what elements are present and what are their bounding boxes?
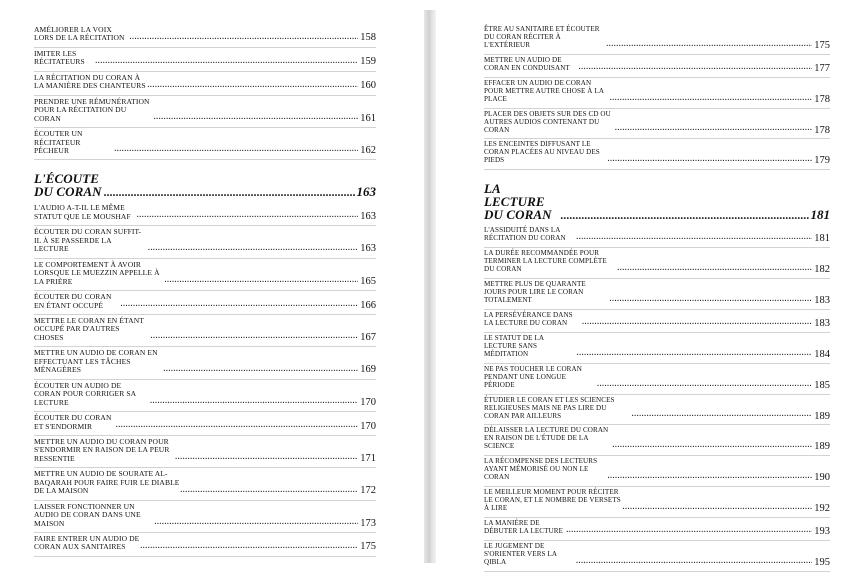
dot-leader bbox=[582, 316, 813, 328]
dot-leader bbox=[95, 55, 358, 67]
toc-entry[interactable] bbox=[484, 364, 830, 395]
toc-entry-title: NE PAS TOUCHER LE CORAN PENDANT UNE LONGUE PÉRIODE bbox=[484, 364, 582, 389]
toc-entry-title: ÊTRE AU SANITAIRE ET ÉCOUTER DU CORAN RÉCITER À L'EXTÉRIEUR bbox=[484, 25, 600, 49]
dot-leader bbox=[153, 111, 358, 123]
dot-leader bbox=[622, 501, 812, 513]
toc-entry[interactable] bbox=[484, 109, 830, 140]
dot-leader bbox=[609, 293, 812, 305]
dot-leader bbox=[609, 92, 812, 104]
toc-entry[interactable] bbox=[484, 248, 830, 279]
dot-leader bbox=[560, 209, 808, 221]
dot-leader bbox=[576, 347, 812, 359]
toc-entry[interactable] bbox=[34, 468, 376, 500]
dot-leader bbox=[631, 408, 812, 420]
toc-list-left bbox=[34, 24, 376, 557]
dot-leader bbox=[597, 378, 813, 390]
toc-entry-page-number: 172 bbox=[360, 485, 376, 497]
dot-leader bbox=[607, 470, 812, 482]
dot-leader bbox=[164, 274, 358, 286]
toc-section-heading[interactable] bbox=[34, 160, 376, 202]
toc-entry[interactable] bbox=[484, 310, 830, 333]
dot-leader bbox=[137, 209, 359, 221]
toc-entry-page-number: 163 bbox=[360, 210, 376, 222]
toc-entry-page-number: 170 bbox=[360, 420, 376, 432]
toc-list-right bbox=[484, 24, 830, 572]
toc-entry-title: LA PERSÉVÉRANCE DANS LA LECTURE DU CORAN bbox=[484, 310, 573, 327]
toc-entry-title: L'AUDIO A-T-IL LE MÊME STATUT QUE LE MOUSHAF bbox=[34, 203, 131, 221]
toc-entry-page-number: 190 bbox=[814, 472, 830, 484]
toc-entry-title: LA DURÉE RECOMMANDÉE POUR TERMINER LA LECTURE COMPLÈTE DU CORAN bbox=[484, 249, 607, 274]
toc-entry[interactable] bbox=[484, 24, 830, 55]
toc-entry[interactable] bbox=[484, 425, 830, 456]
dot-leader bbox=[175, 451, 358, 463]
dot-leader bbox=[103, 186, 354, 198]
toc-entry-title: ÉTUDIER LE CORAN ET LES SCIENCES RELIGIEUSES MAIS NE PAS LIRE DU CORAN PAR AILLEURS bbox=[484, 395, 615, 420]
toc-entry-page-number: 160 bbox=[360, 80, 376, 92]
left-page bbox=[0, 0, 424, 573]
dot-leader bbox=[606, 38, 812, 50]
dot-leader bbox=[154, 516, 358, 528]
toc-entry[interactable] bbox=[34, 24, 376, 48]
toc-entry-title: METTRE LE CORAN EN ÉTANT OCCUPÉ PAR D'AUTRES CHOSES bbox=[34, 315, 144, 342]
toc-entry[interactable] bbox=[34, 291, 376, 315]
toc-entry-title: DÉLAISSER LA LECTURE DU CORAN EN RAISON DE L'ÉTUDE DE LA SCIENCE bbox=[484, 426, 609, 451]
dot-leader bbox=[163, 363, 358, 375]
dot-leader bbox=[150, 330, 358, 342]
toc-entry-title: LA RÉCITATION DU CORAN À LA MANIÈRE DES CHANTEURS bbox=[34, 72, 146, 91]
dot-leader bbox=[576, 555, 813, 567]
toc-entry-title: FAIRE ENTRER UN AUDIO DE CORAN AUX SANITAIRES bbox=[34, 534, 140, 552]
toc-entry-page-number: 193 bbox=[814, 525, 830, 537]
toc-entry-page-number: 181 bbox=[810, 207, 830, 223]
toc-entry-title: LA RÉCOMPENSE DES LECTEURS AYANT MÉMORISÉ OU NON LE CORAN bbox=[484, 457, 598, 482]
toc-entry-page-number: 173 bbox=[360, 517, 376, 529]
toc-entry-title: L'ASSIDUITÉ DANS LA RÉCITATION DU CORAN bbox=[484, 226, 566, 243]
toc-entry[interactable] bbox=[34, 48, 376, 72]
toc-entry-page-number: 181 bbox=[814, 233, 830, 245]
toc-entry[interactable] bbox=[484, 487, 830, 518]
toc-entry[interactable] bbox=[34, 533, 376, 557]
dot-leader bbox=[140, 540, 358, 552]
toc-entry-page-number: 178 bbox=[814, 124, 830, 136]
toc-entry[interactable] bbox=[34, 436, 376, 468]
toc-entry-page-number: 159 bbox=[360, 56, 376, 68]
toc-entry-page-number: 169 bbox=[360, 364, 376, 376]
toc-entry-page-number: 158 bbox=[360, 32, 376, 44]
toc-entry-title: METTRE UN AUDIO DE CORAN EN CONDUISANT bbox=[484, 55, 570, 72]
toc-entry-title: PRENDRE UNE RÉMUNÉRATION POUR LA RÉCITATION DU CORAN bbox=[34, 96, 150, 123]
toc-entry-title: EFFACER UN AUDIO DE CORAN POUR METTRE AUTRE CHOSE À LA PLACE bbox=[484, 78, 604, 103]
toc-entry[interactable] bbox=[34, 315, 376, 347]
toc-entry-page-number: 161 bbox=[360, 112, 376, 124]
toc-entry-page-number: 171 bbox=[360, 452, 376, 464]
toc-entry-page-number: 182 bbox=[814, 264, 830, 276]
toc-entry[interactable] bbox=[484, 279, 830, 310]
toc-entry-page-number: 183 bbox=[814, 295, 830, 307]
toc-entry-title: LA MANIÈRE DE DÉBUTER LA LECTURE bbox=[484, 519, 564, 535]
toc-entry-page-number: 185 bbox=[814, 379, 830, 391]
dot-leader bbox=[129, 31, 358, 43]
toc-entry-page-number: 166 bbox=[360, 299, 376, 311]
toc-entry[interactable] bbox=[484, 225, 830, 248]
dot-leader bbox=[566, 524, 812, 536]
dot-leader bbox=[615, 122, 813, 134]
toc-entry-page-number: 178 bbox=[814, 93, 830, 105]
dot-leader bbox=[617, 262, 812, 274]
toc-entry[interactable] bbox=[484, 55, 830, 78]
toc-entry-title: ÉCOUTER UN AUDIO DE CORAN POUR CORRIGER SA LECTURE bbox=[34, 380, 136, 407]
book-gutter bbox=[424, 10, 436, 563]
toc-entry-title: LAISSER FONCTIONNER UN AUDIO DE CORAN DANS UNE MAISON bbox=[34, 501, 141, 528]
toc-entry-title: ÉCOUTER DU CORAN SUFFIT-IL À SE PASSERDE LA LECTURE bbox=[34, 227, 142, 254]
toc-entry-title: LE MEILLEUR MOMENT POUR RÉCITER LE CORAN, ET LE NOMBRE DE VERSETS À LIRE bbox=[484, 488, 621, 513]
toc-entry-page-number: 189 bbox=[814, 441, 830, 453]
toc-entry-page-number: 163 bbox=[356, 184, 376, 200]
toc-entry[interactable] bbox=[484, 395, 830, 426]
toc-entry-page-number: 183 bbox=[814, 317, 830, 329]
toc-entry[interactable] bbox=[484, 456, 830, 487]
toc-entry-title: METTRE UN AUDIO DU CORAN POUR S'ENDORMIR EN RAISON DE LA PEUR RESSENTIE bbox=[34, 436, 170, 463]
dot-leader bbox=[180, 484, 358, 496]
toc-entry-page-number: 177 bbox=[814, 62, 830, 74]
toc-entry-title: ÉCOUTER DU CORAN EN ÉTANT OCCUPÉ bbox=[34, 292, 112, 310]
toc-entry-title: LE STATUT DE LA LECTURE SANS MÉDITATION bbox=[484, 333, 544, 358]
toc-entry-title: LE JUGEMENT DE S'ORIENTER VERS LA QIBLA bbox=[484, 541, 557, 566]
toc-entry[interactable] bbox=[34, 128, 376, 160]
toc-entry[interactable] bbox=[484, 333, 830, 364]
toc-entry-title: ÉCOUTER UN RÉCITATEUR PÉCHEUR bbox=[34, 129, 83, 155]
toc-entry-title: METTRE UN AUDIO DE SOURATE AL-BAQARAH POUR FAIRE FUIR LE DIABLE DE LA MAISON bbox=[34, 469, 180, 496]
toc-entry[interactable] bbox=[484, 139, 830, 170]
toc-section-heading[interactable] bbox=[484, 170, 830, 225]
dot-leader bbox=[150, 395, 358, 407]
toc-entry-title: AMÉLIORER LA VOIX LORS DE LA RÉCITATION bbox=[34, 25, 125, 43]
toc-entry[interactable] bbox=[34, 226, 376, 258]
dot-leader bbox=[612, 439, 812, 451]
toc-entry-page-number: 175 bbox=[360, 541, 376, 553]
dot-leader bbox=[120, 298, 358, 310]
toc-entry-page-number: 192 bbox=[814, 503, 830, 515]
toc-entry-title: LES ENCEINTES DIFFUSANT LE CORAN PLACÉES AU NIVEAU DES PIEDS bbox=[484, 140, 600, 165]
dot-leader bbox=[148, 242, 359, 254]
toc-entry-page-number: 175 bbox=[814, 39, 830, 51]
toc-entry-title: METTRE PLUS DE QUARANTE JOURS POUR LIRE LE CORAN TOTALEMENT bbox=[484, 280, 586, 305]
toc-entry[interactable] bbox=[34, 72, 376, 96]
toc-entry-title: PLACER DES OBJETS SUR DES CD OU AUTRES AUDIOS CONTENANT DU CORAN bbox=[484, 109, 611, 134]
toc-entry[interactable] bbox=[34, 412, 376, 436]
toc-entry[interactable] bbox=[484, 78, 830, 109]
toc-entry-page-number: 189 bbox=[814, 410, 830, 422]
dot-leader bbox=[607, 153, 812, 165]
toc-entry-title: LE COMPORTEMENT À AVOIR LORSQUE LE MUEZZIN APPELLE À LA PRIÈRE bbox=[34, 259, 160, 286]
toc-entry-title: ÉCOUTER DU CORAN ET S'ENDORMIR bbox=[34, 413, 112, 431]
toc-entry-title: L'ÉCOUTE DU CORAN bbox=[34, 171, 102, 200]
dot-leader bbox=[114, 143, 358, 155]
toc-entry-page-number: 184 bbox=[814, 348, 830, 360]
toc-entry-page-number: 165 bbox=[360, 275, 376, 287]
dot-leader bbox=[578, 61, 812, 73]
toc-entry[interactable] bbox=[484, 518, 830, 541]
dot-leader bbox=[115, 419, 358, 431]
toc-entry-page-number: 170 bbox=[360, 396, 376, 408]
toc-entry[interactable] bbox=[484, 541, 830, 572]
right-page bbox=[436, 0, 858, 573]
toc-entry[interactable] bbox=[34, 96, 376, 128]
toc-entry-title: LA LECTURE DU CORAN bbox=[484, 181, 552, 223]
toc-entry-page-number: 167 bbox=[360, 331, 376, 343]
dot-leader bbox=[576, 231, 812, 243]
toc-entry-page-number: 162 bbox=[360, 144, 376, 156]
toc-entry[interactable] bbox=[34, 380, 376, 412]
toc-entry-title: METTRE UN AUDIO DE CORAN EN EFFECTUANT LES TÂCHES MÉNAGÈRES bbox=[34, 348, 158, 375]
toc-entry[interactable] bbox=[34, 259, 376, 291]
toc-entry[interactable] bbox=[34, 347, 376, 379]
toc-entry[interactable] bbox=[34, 202, 376, 226]
toc-entry[interactable] bbox=[34, 501, 376, 533]
toc-entry-page-number: 163 bbox=[360, 243, 376, 255]
dot-leader bbox=[147, 79, 358, 91]
toc-entry-page-number: 179 bbox=[814, 155, 830, 167]
toc-entry-title: IMITER LES RÉCITATEURS bbox=[34, 48, 85, 67]
toc-entry-page-number: 195 bbox=[814, 556, 830, 568]
